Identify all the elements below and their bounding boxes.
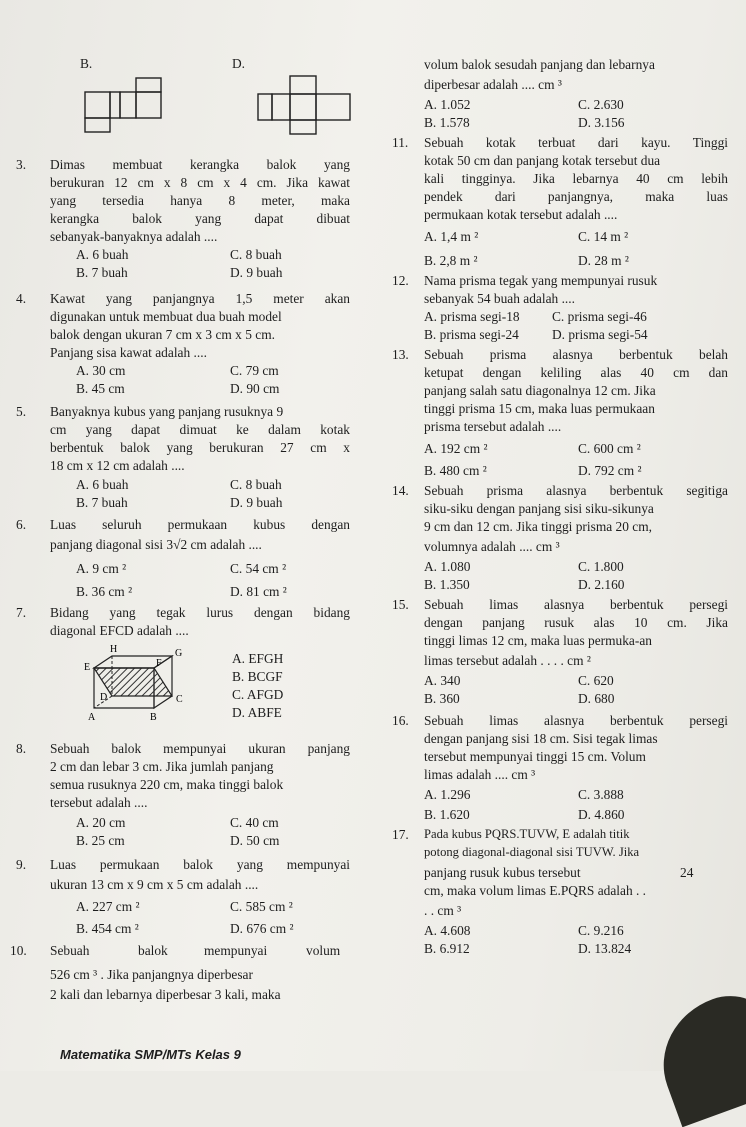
question-text: limas tersebut adalah . . . . cm ² [424,653,591,668]
question-text: ketupat dengan keliling alas 40 cm dan [424,365,728,380]
answer-option[interactable]: D. 28 m ² [578,253,629,268]
question-text: kotak 50 cm dan panjang kotak tersebut dua [424,153,661,168]
question-text: kali tingginya. Jika lebarnya 40 cm lebih [424,171,728,186]
answer-option[interactable]: D. 4.860 [578,807,625,822]
question-number: 12. [392,273,409,288]
answer-option[interactable]: A. 1,4 m ² [424,229,479,244]
question-number: 5. [16,404,27,419]
question-text: cm yang dapat dimuat ke dalam kotak [50,422,350,437]
question-text: tinggi limas 12 cm, maka luas permuka-an [424,633,652,648]
answer-option[interactable]: D. prisma segi-54 [552,327,648,342]
question-text: 9 cm dan 12 cm. Jika tinggi prisma 20 cm, [424,519,652,534]
net-d-face [258,94,272,120]
question-text: sebanyak 54 buah adalah .... [424,291,575,306]
question-number: 6. [16,517,27,532]
question-text: Sebuah limas alasnya berbentuk persegi [424,597,728,612]
question-text: yang tersedia hanya 8 meter, maka [50,193,350,208]
answer-option[interactable]: C. 8 buah [230,247,282,262]
question-text: ukuran 13 cm x 9 cm x 5 cm adalah .... [50,877,259,892]
question-number: 3. [16,157,27,172]
net-b-face [85,92,110,118]
question-text: semua rusuknya 220 cm, maka tinggi balok [50,777,284,792]
net-figure-d [252,72,362,138]
question-text: sebanyak-banyaknya adalah .... [50,229,218,244]
answer-option[interactable]: C. 8 buah [230,477,282,492]
question-text: kerangka balok yang dapat dibuat [50,211,350,226]
answer-option[interactable]: B. 360 [424,691,460,706]
question-text: 2 kali dan lebarnya diperbesar 3 kali, maka [50,987,281,1002]
answer-option[interactable]: C. prisma segi-46 [552,309,647,324]
question-text: Bidang yang tegak lurus dengan bidang [50,605,350,620]
vertex-label: E [84,662,91,673]
question-text: limas adalah .... cm ³ [424,767,536,782]
answer-option[interactable]: C. 9.216 [578,923,624,938]
answer-option[interactable]: B. BCGF [232,669,283,684]
question-text: Kawat yang panjangnya 1,5 meter akan [50,291,350,306]
answer-option[interactable]: A. 1.080 [424,559,471,574]
question-text: balok [138,943,168,958]
net-b-face [110,92,120,118]
question-text: 24 [680,865,694,880]
question-number: 17. [392,827,409,842]
question-text: 2 cm dan lebar 3 cm. Jika jumlah panjang [50,759,274,774]
answer-option[interactable]: C. 1.800 [578,559,624,574]
question-text: tersebut adalah .... [50,795,148,810]
answer-option[interactable]: D. 81 cm ² [230,584,287,599]
answer-option[interactable]: A. EFGH [232,651,284,666]
question-text: diagonal EFCD adalah .... [50,623,189,638]
vertex-label: F [156,658,162,669]
answer-option[interactable]: D. ABFE [232,705,282,720]
question-number: 16. [392,713,409,728]
answer-option[interactable]: A. 340 [424,673,461,688]
question-text: pendek dari panjangnya, maka luas [424,189,728,204]
net-d-face [272,94,290,120]
question-number: 13. [392,347,409,362]
question-text: Panjang sisa kawat adalah .... [50,345,207,360]
question-text: Sebuah balok mempunyai ukuran panjang [50,741,350,756]
vertex-label: C [176,694,183,705]
question-text: berukuran 12 cm x 8 cm x 4 cm. Jika kawat [50,175,350,190]
answer-option[interactable]: A. prisma segi-18 [424,309,520,324]
answer-option[interactable]: C. 3.888 [578,787,624,802]
question-text: 18 cm x 12 cm adalah .... [50,458,185,473]
question-text: diperbesar adalah .... cm ³ [424,77,562,92]
answer-option[interactable]: C. 54 cm ² [230,561,287,576]
question-number: 8. [16,741,27,756]
answer-option[interactable]: D. 676 cm ² [230,921,294,936]
question-text: . . cm ³ [424,903,462,918]
question-text: cm, maka volum limas E.PQRS adalah . . [424,883,647,898]
answer-option[interactable]: C. 79 cm [230,363,279,378]
answer-option[interactable]: A. 6 buah [76,247,129,262]
answer-option[interactable]: B. 7 buah [76,265,128,280]
answer-option[interactable]: C. 620 [578,673,614,688]
vertex-label: D [100,692,108,703]
net-d-face [316,94,350,120]
question-text: Banyaknya kubus yang panjang rusuknya 9 [50,404,284,419]
question-text: volumnya adalah .... cm ³ [424,539,560,554]
answer-option[interactable]: C. 585 cm ² [230,899,293,914]
question-text: panjang diagonal sisi 3√2 cm adalah .... [50,537,262,552]
answer-option[interactable]: B. prisma segi-24 [424,327,519,342]
answer-option[interactable]: D. 9 buah [230,495,283,510]
question-text: volum balok sesudah panjang dan lebarnya [424,57,655,72]
question-text: tinggi prisma 15 cm, maka luas permukaan [424,401,655,416]
question-text: prisma tersebut adalah .... [424,419,562,434]
question-text: permukaan kotak tersebut adalah .... [424,207,618,222]
question-number: 4. [16,291,27,306]
net-d-face [290,76,316,94]
question-number: 15. [392,597,409,612]
shadow-corner [645,983,746,1127]
answer-option[interactable]: B. 45 cm [76,381,125,396]
answer-option[interactable]: B. 454 cm ² [76,921,139,936]
answer-option[interactable]: D. 50 cm [230,833,280,848]
answer-option[interactable]: C. 600 cm ² [578,441,641,456]
answer-option[interactable]: D. 680 [578,691,615,706]
answer-option[interactable]: C. 40 cm [230,815,279,830]
answer-option[interactable]: B. 6.912 [424,941,470,956]
question-text: Sebuah prisma alasnya berbentuk segitiga [424,483,728,498]
net-b-face [120,92,136,118]
vertex-label: G [175,648,183,659]
question-text: dengan panjang rusuk alas 10 cm. Jika [424,615,728,630]
answer-option[interactable]: A. 192 cm ² [424,441,488,456]
answer-option[interactable]: C. 2.630 [578,97,624,112]
option-b-label: B. [80,56,93,71]
net-figure-b [80,72,170,138]
question-text: balok dengan ukuran 7 cm x 3 cm x 5 cm. [50,327,275,342]
question-number: 7. [16,605,27,620]
answer-option[interactable]: B. 25 cm [76,833,125,848]
question-text: dengan panjang sisi 18 cm. Sisi tegak limas [424,731,658,746]
answer-option[interactable]: A. 4.608 [424,923,471,938]
answer-option[interactable]: C. AFGD [232,687,284,702]
answer-option[interactable]: D. 9 buah [230,265,283,280]
question-text: potong diagonal-diagonal sisi TUVW. Jika [424,845,640,859]
cuboid-figure [70,640,200,738]
question-text: Sebuah prisma alasnya berbentuk belah [424,347,728,362]
answer-option[interactable]: B. 1.350 [424,577,470,592]
answer-option[interactable]: B. 2,8 m ² [424,253,478,268]
answer-option[interactable]: D. 90 cm [230,381,280,396]
answer-option[interactable]: B. 7 buah [76,495,128,510]
answer-option[interactable]: A. 9 cm ² [76,561,127,576]
net-d-face [290,120,316,134]
answer-option[interactable]: A. 1.052 [424,97,471,112]
vertex-label: H [110,644,118,655]
question-text: Sebuah [50,943,90,958]
question-text: Dimas membuat kerangka balok yang [50,157,350,172]
question-text: Luas seluruh permukaan kubus dengan [50,517,350,532]
answer-option[interactable]: D. 3.156 [578,115,625,130]
answer-option[interactable]: C. 14 m ² [578,229,629,244]
vertex-label: A [88,712,96,723]
answer-option[interactable]: A. 20 cm [76,815,126,830]
answer-option[interactable]: B. 1.578 [424,115,470,130]
answer-option[interactable]: D. 792 cm ² [578,463,642,478]
net-b-face [85,118,110,132]
question-text: volum [306,943,341,958]
question-text: panjang rusuk kubus tersebut [424,865,581,880]
question-number: 9. [16,857,27,872]
question-text: tersebut mempunyai tinggi 15 cm. Volum [424,749,646,764]
question-text: Luas permukaan balok yang mempunyai [50,857,350,872]
answer-option[interactable]: B. 1.620 [424,807,470,822]
question-text: Nama prisma tegak yang mempunyai rusuk [424,273,658,288]
question-text: siku-siku dengan panjang sisi siku-sikunya [424,501,654,516]
question-text: Pada kubus PQRS.TUVW, E adalah titik [424,827,630,841]
answer-option[interactable]: A. 6 buah [76,477,129,492]
answer-option[interactable]: D. 2.160 [578,577,625,592]
option-d-label: D. [232,56,246,71]
answer-option[interactable]: A. 227 cm ² [76,899,140,914]
question-text: Sebuah limas alasnya berbentuk persegi [424,713,728,728]
question-text: 526 cm ³ . Jika panjangnya diperbesar [50,967,253,982]
question-text: digunakan untuk membuat dua buah model [50,309,282,324]
question-text: mempunyai [204,943,268,958]
answer-option[interactable]: D. 13.824 [578,941,632,956]
net-d-face [290,94,316,120]
vertex-label: B [150,712,157,723]
question-text: panjang salah satu diagonalnya 12 cm. Jika [424,383,656,398]
question-number: 14. [392,483,409,498]
net-b-face [136,78,161,92]
page-footer: Matematika SMP/MTs Kelas 9 [60,1047,241,1062]
answer-option[interactable]: A. 1.296 [424,787,471,802]
question-text: berbentuk balok yang berukuran 27 cm x [50,440,350,455]
net-b-face [136,92,161,118]
question-number: 11. [392,135,409,150]
answer-option[interactable]: B. 480 cm ² [424,463,487,478]
answer-option[interactable]: B. 36 cm ² [76,584,133,599]
question-text: Sebuah kotak terbuat dari kayu. Tinggi [424,135,728,150]
question-number: 10. [10,943,27,958]
answer-option[interactable]: A. 30 cm [76,363,126,378]
